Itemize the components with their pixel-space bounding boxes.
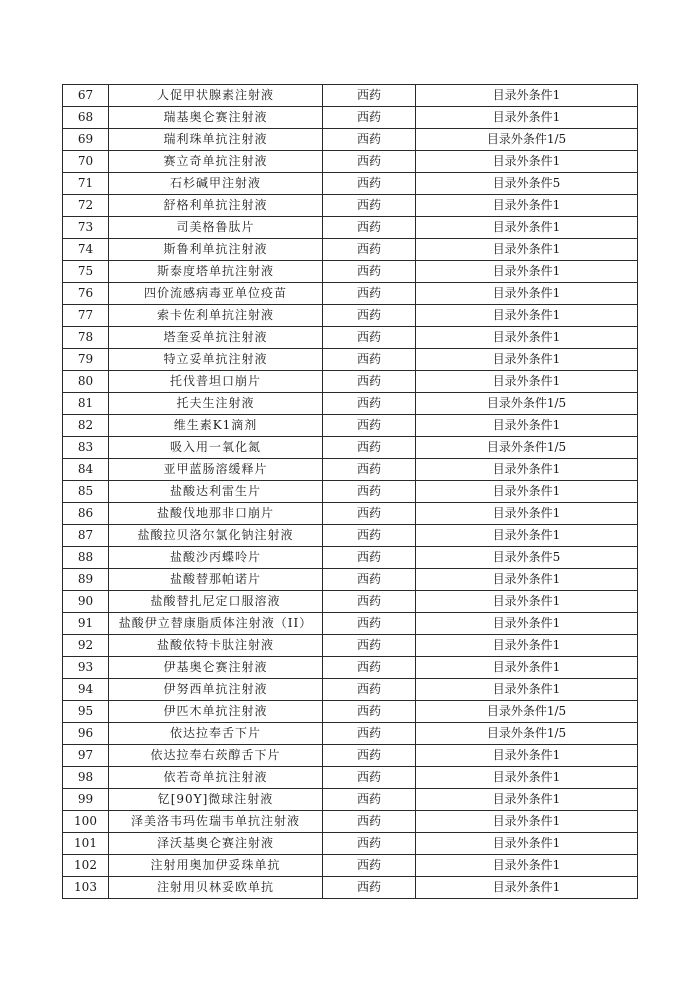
drug-type: 西药	[323, 217, 416, 239]
table-row	[63, 745, 638, 767]
payment-condition: 目录外条件1	[416, 679, 638, 701]
payment-condition: 目录外条件1/5	[416, 701, 638, 723]
drug-name: 依达拉奉舌下片	[109, 723, 323, 745]
payment-condition: 目录外条件1	[416, 767, 638, 789]
drug-name: 司美格鲁肽片	[109, 217, 323, 239]
payment-condition: 目录外条件1	[416, 349, 638, 371]
payment-condition: 目录外条件1	[416, 85, 638, 107]
drug-type: 西药	[323, 701, 416, 723]
row-number: 80	[63, 371, 109, 393]
drug-type: 西药	[323, 349, 416, 371]
row-number: 71	[63, 173, 109, 195]
row-number: 101	[63, 833, 109, 855]
drug-type: 西药	[323, 173, 416, 195]
table-row	[63, 547, 638, 569]
row-number: 89	[63, 569, 109, 591]
table-row	[63, 701, 638, 723]
row-number: 94	[63, 679, 109, 701]
table-row	[63, 767, 638, 789]
drug-type: 西药	[323, 459, 416, 481]
drug-type: 西药	[323, 833, 416, 855]
row-number: 72	[63, 195, 109, 217]
payment-condition: 目录外条件1/5	[416, 393, 638, 415]
payment-condition: 目录外条件1	[416, 569, 638, 591]
row-number: 102	[63, 855, 109, 877]
row-number: 92	[63, 635, 109, 657]
drug-name: 特立妥单抗注射液	[109, 349, 323, 371]
row-number: 99	[63, 789, 109, 811]
drug-name: 伊基奥仑赛注射液	[109, 657, 323, 679]
drug-name: 人促甲状腺素注射液	[109, 85, 323, 107]
drug-type: 西药	[323, 481, 416, 503]
payment-condition: 目录外条件1	[416, 195, 638, 217]
row-number: 74	[63, 239, 109, 261]
payment-condition: 目录外条件1	[416, 107, 638, 129]
table-row	[63, 151, 638, 173]
drug-type: 西药	[323, 151, 416, 173]
drug-type: 西药	[323, 437, 416, 459]
drug-name: 舒格利单抗注射液	[109, 195, 323, 217]
table-row	[63, 415, 638, 437]
drug-type: 西药	[323, 679, 416, 701]
table-row	[63, 371, 638, 393]
payment-condition: 目录外条件1/5	[416, 129, 638, 151]
table-row	[63, 85, 638, 107]
row-number: 77	[63, 305, 109, 327]
table-row	[63, 657, 638, 679]
drug-type: 西药	[323, 503, 416, 525]
row-number: 90	[63, 591, 109, 613]
payment-condition: 目录外条件1	[416, 481, 638, 503]
payment-condition: 目录外条件1/5	[416, 437, 638, 459]
drug-type: 西药	[323, 789, 416, 811]
payment-condition: 目录外条件1	[416, 217, 638, 239]
drug-name: 瑞利珠单抗注射液	[109, 129, 323, 151]
row-number: 75	[63, 261, 109, 283]
drug-name: 泽沃基奥仑赛注射液	[109, 833, 323, 855]
drug-type: 西药	[323, 723, 416, 745]
row-number: 103	[63, 877, 109, 899]
table-row	[63, 855, 638, 877]
drug-name: 盐酸替扎尼定口服溶液	[109, 591, 323, 613]
payment-condition: 目录外条件5	[416, 173, 638, 195]
drug-name: 注射用贝林妥欧单抗	[109, 877, 323, 899]
drug-name: 依达拉奉右莰醇舌下片	[109, 745, 323, 767]
table-row	[63, 833, 638, 855]
drug-type: 西药	[323, 305, 416, 327]
table-row	[63, 503, 638, 525]
drug-name: 泽美洛韦玛佐瑞韦单抗注射液	[109, 811, 323, 833]
table-row	[63, 129, 638, 151]
row-number: 69	[63, 129, 109, 151]
payment-condition: 目录外条件1	[416, 503, 638, 525]
payment-condition: 目录外条件1	[416, 789, 638, 811]
row-number: 96	[63, 723, 109, 745]
payment-condition: 目录外条件1	[416, 635, 638, 657]
row-number: 100	[63, 811, 109, 833]
drug-type: 西药	[323, 107, 416, 129]
row-number: 84	[63, 459, 109, 481]
row-number: 67	[63, 85, 109, 107]
drug-type: 西药	[323, 195, 416, 217]
payment-condition: 目录外条件1	[416, 283, 638, 305]
row-number: 87	[63, 525, 109, 547]
payment-condition: 目录外条件1	[416, 833, 638, 855]
payment-condition: 目录外条件1	[416, 745, 638, 767]
row-number: 70	[63, 151, 109, 173]
table-row	[63, 217, 638, 239]
row-number: 85	[63, 481, 109, 503]
drug-type: 西药	[323, 767, 416, 789]
row-number: 93	[63, 657, 109, 679]
row-number: 73	[63, 217, 109, 239]
table-row	[63, 789, 638, 811]
row-number: 95	[63, 701, 109, 723]
drug-name: 托夫生注射液	[109, 393, 323, 415]
payment-condition: 目录外条件1	[416, 855, 638, 877]
table-row	[63, 283, 638, 305]
drug-type: 西药	[323, 239, 416, 261]
drug-type: 西药	[323, 371, 416, 393]
drug-type: 西药	[323, 85, 416, 107]
table-row	[63, 107, 638, 129]
drug-type: 西药	[323, 855, 416, 877]
payment-condition: 目录外条件1	[416, 415, 638, 437]
payment-condition: 目录外条件1	[416, 305, 638, 327]
row-number: 78	[63, 327, 109, 349]
table-row	[63, 261, 638, 283]
drug-type: 西药	[323, 261, 416, 283]
payment-condition: 目录外条件1	[416, 525, 638, 547]
drug-type: 西药	[323, 547, 416, 569]
payment-condition: 目录外条件1	[416, 657, 638, 679]
drug-name: 盐酸伐地那非口崩片	[109, 503, 323, 525]
table-row	[63, 349, 638, 371]
payment-condition: 目录外条件5	[416, 547, 638, 569]
payment-condition: 目录外条件1	[416, 877, 638, 899]
table-row	[63, 877, 638, 899]
drug-list-body	[63, 85, 638, 899]
table-row	[63, 525, 638, 547]
drug-type: 西药	[323, 415, 416, 437]
payment-condition: 目录外条件1	[416, 239, 638, 261]
drug-name: 亚甲蓝肠溶缓释片	[109, 459, 323, 481]
table-row	[63, 195, 638, 217]
table-row	[63, 481, 638, 503]
table-row	[63, 393, 638, 415]
drug-type: 西药	[323, 811, 416, 833]
drug-name: 瑞基奥仑赛注射液	[109, 107, 323, 129]
row-number: 98	[63, 767, 109, 789]
drug-name: 盐酸拉贝洛尔氯化钠注射液	[109, 525, 323, 547]
drug-type: 西药	[323, 129, 416, 151]
table-row	[63, 239, 638, 261]
drug-type: 西药	[323, 327, 416, 349]
row-number: 83	[63, 437, 109, 459]
payment-condition: 目录外条件1	[416, 459, 638, 481]
drug-name: 赛立奇单抗注射液	[109, 151, 323, 173]
table-row	[63, 723, 638, 745]
drug-type: 西药	[323, 283, 416, 305]
table-row	[63, 635, 638, 657]
table-row	[63, 327, 638, 349]
drug-type: 西药	[323, 745, 416, 767]
drug-type: 西药	[323, 635, 416, 657]
table-row	[63, 173, 638, 195]
drug-name: 斯泰度塔单抗注射液	[109, 261, 323, 283]
drug-name: 石杉碱甲注射液	[109, 173, 323, 195]
table-row	[63, 459, 638, 481]
drug-name: 钇[90Y]微球注射液	[109, 789, 323, 811]
drug-type: 西药	[323, 657, 416, 679]
drug-type: 西药	[323, 569, 416, 591]
payment-condition: 目录外条件1	[416, 261, 638, 283]
row-number: 86	[63, 503, 109, 525]
table-row	[63, 679, 638, 701]
drug-type: 西药	[323, 393, 416, 415]
drug-name: 维生素K1滴剂	[109, 415, 323, 437]
drug-name: 盐酸沙丙蝶呤片	[109, 547, 323, 569]
payment-condition: 目录外条件1	[416, 327, 638, 349]
row-number: 82	[63, 415, 109, 437]
drug-name: 盐酸伊立替康脂质体注射液（II）	[109, 613, 323, 635]
drug-name: 依若奇单抗注射液	[109, 767, 323, 789]
drug-type: 西药	[323, 525, 416, 547]
payment-condition: 目录外条件1	[416, 151, 638, 173]
table-row	[63, 591, 638, 613]
payment-condition: 目录外条件1	[416, 811, 638, 833]
row-number: 76	[63, 283, 109, 305]
table-row	[63, 613, 638, 635]
drug-type: 西药	[323, 613, 416, 635]
table-row	[63, 569, 638, 591]
drug-name: 吸入用一氧化氮	[109, 437, 323, 459]
drug-name: 托伐普坦口崩片	[109, 371, 323, 393]
drug-name: 伊努西单抗注射液	[109, 679, 323, 701]
drug-list-table	[62, 84, 638, 899]
payment-condition: 目录外条件1	[416, 591, 638, 613]
row-number: 68	[63, 107, 109, 129]
table-row	[63, 811, 638, 833]
payment-condition: 目录外条件1	[416, 371, 638, 393]
row-number: 91	[63, 613, 109, 635]
row-number: 79	[63, 349, 109, 371]
drug-name: 四价流感病毒亚单位疫苗	[109, 283, 323, 305]
drug-name: 注射用奥加伊妥珠单抗	[109, 855, 323, 877]
row-number: 81	[63, 393, 109, 415]
row-number: 97	[63, 745, 109, 767]
drug-name: 斯鲁利单抗注射液	[109, 239, 323, 261]
drug-name: 塔奎妥单抗注射液	[109, 327, 323, 349]
drug-name: 盐酸依特卡肽注射液	[109, 635, 323, 657]
drug-type: 西药	[323, 591, 416, 613]
table-row	[63, 437, 638, 459]
table-row	[63, 305, 638, 327]
payment-condition: 目录外条件1	[416, 613, 638, 635]
drug-name: 盐酸达利雷生片	[109, 481, 323, 503]
drug-name: 索卡佐利单抗注射液	[109, 305, 323, 327]
drug-name: 伊匹木单抗注射液	[109, 701, 323, 723]
payment-condition: 目录外条件1/5	[416, 723, 638, 745]
drug-type: 西药	[323, 877, 416, 899]
row-number: 88	[63, 547, 109, 569]
drug-name: 盐酸替那帕诺片	[109, 569, 323, 591]
